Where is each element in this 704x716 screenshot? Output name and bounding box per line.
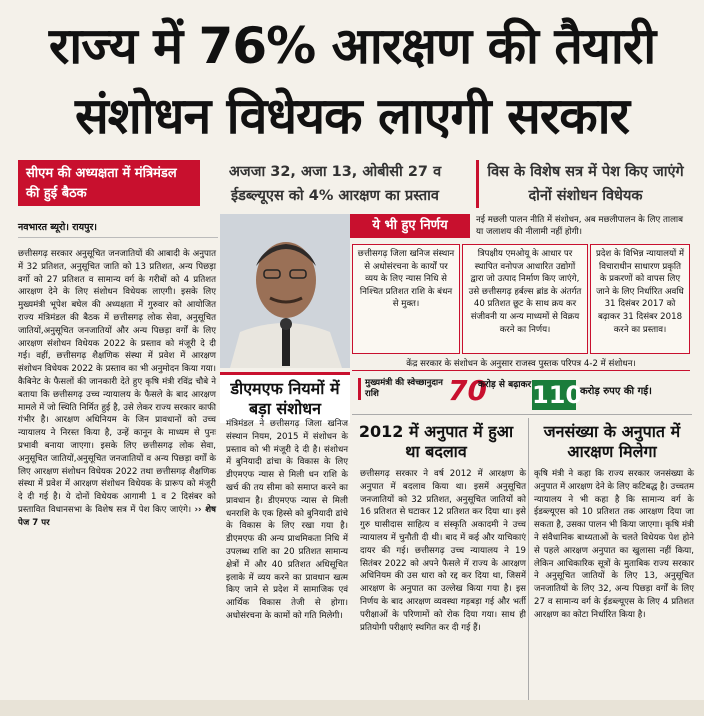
mid-article-heading: 2012 में अनुपात में हुआ था बदलाव — [358, 422, 514, 461]
column-divider — [528, 418, 529, 700]
fund-label: मुख्यमंत्री की स्वेच्छानुदान राशि — [358, 378, 444, 400]
left-article-body — [18, 248, 216, 530]
headline-line-1: राज्य में 76% आरक्षण की तैयारी — [48, 17, 656, 75]
fisheries-note: नई मछली पालन नीति में संशोधन, अब मछलीपालन के लिए तालाब या जलाशय की नीलामी नहीं होगी। — [476, 215, 684, 237]
continued-note: ›› शेष पेज 7 पर — [18, 504, 217, 528]
subhead-special-session: विस के विशेष सत्र में पेश किए जाएंगे दोनों संशोधन विधेयक — [476, 160, 686, 208]
fund-crore-text: करोड़ से बढ़ाकर — [478, 380, 532, 390]
page-footer-strip — [0, 700, 704, 716]
dmf-heading: डीएमएफ नियमों में बड़ा संशोधन — [220, 372, 350, 423]
byline: नवभारत ब्यूरो। रायपुर। — [18, 220, 218, 238]
fund-new-value: 110 — [532, 381, 583, 409]
decision-box-court-cases: प्रदेश के विभिन्न न्यायालयों में विचाराधीन साधारण प्रकृति के प्रकरणों को वापस लिए जाने के लिए निर्धारित अवधि 31 दिसंबर 2017 को बढ़ाकर 31 दिसंबर 2018 करने का प्रस्ताव। — [590, 244, 690, 354]
right-article-body: कृषि मंत्री ने कहा कि राज्य सरकार जनसंख्या के अनुपात में आरक्षण देने के लिए कटिबद्ध है। उच्चतम न्यायालय ने भी कहा है कि सामान्य वर्ग के ईडब्ल्यूएस को 10 प्रतिशत तक आरक्षण दिया जा सकता है, उसका पालन भी किया जाएगा। कृषि मंत्री ने संवैधानिक बाध्यताओं के चलते विधेयक पेश होने से पहले आरक्षण अनुपात का खुलासा नहीं किया, लेकिन आधिकारिक सूत्रों के मुताबिक राज्य सरकार ने अनुसूचित जातियों के लिए 13, अनुसूचित जनजातियों के लिए 32, अन्य पिछड़ा वर्गों के लिए 27 व सामान्य वर्ग के ईडब्ल्यूएस के लिए 4 प्रतिशत आरक्षण का कोटा निर्धारित किया है। — [534, 469, 694, 620]
dmf-body: मंत्रिमंडल ने छत्तीसगढ़ जिला खनिज संस्थान नियम, 2015 में संशोधन के प्रस्ताव को भी मंजूरी दे दी है। संशोधन में बुनियादी ढांचा के विकास के लिए डीएमएफ न्यास से मिली धन राशि के खर्च की तय सीमा को समाप्त करने का प्रावधान है। डीएमएफ न्यास से मिली धनराशि के एक हिस्से को बुनियादी ढांचे के विकास के लिए रखा गया है। डीएमएफ की अन्य प्राथमिकता निधि में उपलब्ध राशि का 20 प्रतिशत सामान्य क्षेत्रों में और 40 प्रतिशत अधिसूचित इलाके में व्यय करने का प्रावधान खत्म किए जाने से प्रदेश में सामाजिक एवं आर्थिक विकास तेजी से होगा। अधोसंरचना के कामों को गति मिलेगी। — [226, 419, 348, 621]
mid-article-body: छत्तीसगढ़ सरकार ने वर्ष 2012 में आरक्षण के अनुपात में बदलाव किया था। इसमें अनुसूचित जनजातियों को 32 प्रतिशत, अनुसूचित जातियों को 16 प्रतिशत से घटाकर 12 प्रतिशत कर दिया था। इसे गुरु घासीदास साहित्य व संस्कृति अकादमी ने उच्च न्यायालय में चुनौती दी थी। बाद में कई और याचिकाएं दायर की गई। छत्तीसगढ़ उच्च न्यायालय ने 19 सितंबर 2022 को अपने फैसले में राज्य के आरक्षण अधिनियम की उस धारा को रद्द कर दिया था, जिसमें आरक्षण के अनुपात का उल्लेख किया गया है। इस निर्णय के बाद आरक्षण व्यवस्था गड़बड़ा गई और भर्ती परीक्षाओं के परिणामों को रोक दिया गया। साथ ही प्रतियोगी परीक्षाएं स्थगित कर दी गई हैं। — [360, 469, 526, 633]
fund-old-value: 70 — [448, 374, 487, 407]
decisions-tag: ये भी हुए निर्णय — [350, 214, 470, 238]
subhead-cabinet-meeting: सीएम की अध्यक्षता में मंत्रिमंडल की हुई बैठक — [18, 160, 200, 206]
decision-box-mineral: छत्तीसगढ़ जिला खनिज संस्थान से अधोसंरचना के कार्यों पर व्यय के लिए न्यास निधि से निश्चित प्रतिशत राशि के बंधन से मुक्त। — [352, 244, 460, 354]
column-divider — [352, 414, 692, 415]
subhead-quota-proposal: अजजा 32, अजा 13, ओबीसी 27 व ईडब्ल्यूएस को 4% आरक्षण का प्रस्ताव — [228, 164, 442, 204]
decision-box-herbals: त्रिपक्षीय एमओयू के आधार पर स्थापित वनोपज आधारित उद्योगों द्वारा जो उत्पाद निर्माण किए जाएंगे, उसे छत्तीसगढ़ हर्बल्स ब्रांड के अंतर्गत 40 प्रतिशत छूट के साथ क्रय कर संजीवनी या अन्य माध्यमों से विक्रय करने का निर्णय। — [462, 244, 588, 354]
cm-photo — [220, 214, 350, 368]
revenue-circular-note: केंद्र सरकार के संशोधन के अनुसार राजस्व पुस्तक परिपत्र 4-2 में संशोधन। — [352, 358, 690, 371]
headline-line-2: संशोधन विधेयक लाएगी सरकार — [74, 87, 630, 145]
right-article-heading: जनसंख्या के अनुपात में आरक्षण मिलेगा — [543, 422, 681, 461]
left-article-text: छत्तीसगढ़ सरकार अनुसूचित जनजातियों की आबादी के अनुपात में 32 प्रतिशत, अनुसूचित जाति को 13 प्रतिशत, अन्य पिछड़ा वर्गो को 27 प्रतिशत व सामान्य वर्ग के गरीबों को 4 प्रतिशत आरक्षण देने के लिए संशोधन विधेयक लाएगी। इसके लिए मुख्यमंत्री भूपेश बघेल की अध्यक्षता में गुरुवार को आयोजित राज्य मंत्रिमंडल की बैठक में छत्तीसगढ़ लोक सेवा, अनुसूचित जातियों,अनुसूचित जनजातियों और अन्य पिछड़ा वर्गों के लिए आरक्षण संशोधन विधेयक 2022 के प्रस्ताव को मंजूरी दे दी गई। वहीं, छत्तीसगढ़ शैक्षणिक संस्था में प्रवेश में आरक्षण संशोधन विधेयक 2022 के प्रस्ताव का भी अनुमोदन किया गया। कैबिनेट के फैसलों की जानकारी देते हुए कृषि मंत्री रविंद्र चौबे ने बताया कि छत्तीसगढ़ उच्च न्यायालय के फैसले के बाद आरक्षण मामले में जो स्थिति निर्मित हुई है, उसे लेकर राज्य सरकार काफी गंभीर है। आरक्षण अधिनियम के जिन प्रावधानों को उच्च न्यायालय ने निरस्त किया है, उन्हें कानून के माध्यम से पुनः प्रभावी बनाया जाएगा। इसके लिए छत्तीसगढ़ लोक सेवा, अनुसूचित जातियों,अनुसूचित जनजातियों व अन्य पिछड़ा वर्गों के लिए आरक्षण संशोधन विधेयक 2022 तथा छत्तीसगढ़ शैक्षणिक संस्था में प्रवेश में आरक्षण संशोधन विधेयक के प्रारूप को मंजूरी दे दी गई है। ये दोनों विधेयक आगामी 1 व 2 दिसंबर को प्रस्तावित विधानसभा के विशेष सत्र में पेश किए जाएंगे। — [18, 249, 216, 515]
fund-suffix: करोड़ रुपए की गई। — [580, 386, 652, 397]
